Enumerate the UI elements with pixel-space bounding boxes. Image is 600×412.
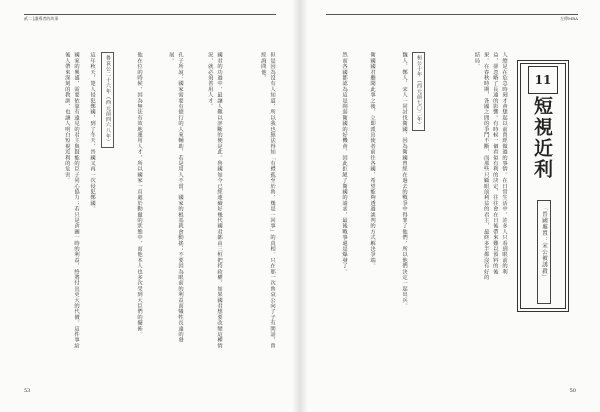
- left-paragraph-2: 國君的功過中，最讓人難以評斷的便是此。魯國如今已經連續好幾代國君都由三桓把持政權，如果國君想要改變這種情況，就必須善用人才。: [206, 52, 222, 349]
- chapter-number: 11: [528, 66, 558, 94]
- left-paragraph-5: 這年秋天，楚人侵犯鄭國，到了冬天，晉國又再一次侵犯鄭國。: [89, 52, 95, 212]
- right-paragraph-1: 魏人、鄭人、宋人一同討伐衛國，因為衛國曾經在過去的戰爭中得罪了他們，所以他們決定一起出兵。: [401, 52, 407, 309]
- right-running-header: [326, 14, 578, 22]
- chapter-quote: 「晉國處置：宋公被誘殺」: [541, 205, 547, 281]
- right-section-title: 桓公十年（西元前七〇二年）: [412, 52, 425, 131]
- left-header-text: 貳二│讓導者的故事: [24, 16, 59, 21]
- left-running-header: [24, 14, 276, 22]
- right-intro-paragraph: 人總是在危急時刻才會想起以前曾經做過的事情。在日常生活中，許多人只看到眼前的利益，卻忽略了長遠的影響。有時候一個看似有利的決定，往往會在日後帶來難以預料的後果。在春秋時期，各國之間的爭鬥不斷，而那些只顧眼前利益的君主，最終多半都沒有好的結局。: [473, 52, 507, 280]
- left-paragraph-1: 但是因為沒有人知道，所以我也無法得知「有禮孤至於魯，幾是一回事」的真相。只在那一次魯哀公向了子有問話，曾經詢問他。: [259, 52, 275, 349]
- chapter-quote-box: [537, 200, 551, 304]
- left-section-title: 魯哀公二十六年（西元前四六八年）: [101, 52, 114, 148]
- chapter-title: 短視近利: [531, 96, 553, 180]
- left-closing-paragraph: 國家的興盛，需要依靠有遠見的君主與賢能的臣子同心協力；若只是貪圖一時的利益，終將付出更大的代價。這件事給後人帶來深刻的教訓，也讓人明白短視近利的危害。: [63, 52, 79, 349]
- book-gutter-shadow: [292, 0, 308, 412]
- left-paragraph-4: 他在位的時候，因為無法有效地運用人才，所以國家一直處於動盪的狀態中，而他本人也多次受到大臣們的擺佈。: [136, 52, 142, 337]
- right-paragraph-2: 衛國國君聽聞此事之後，立即派出使者前往各國，希望能夠透過談判的方式解決爭端。: [369, 52, 375, 269]
- right-paragraph-3: 然而各國都認為這是削弱衛國的好機會，因此拒絕了衛國的請求，最後戰事還是爆發了。: [341, 52, 347, 275]
- right-page-number: 50: [569, 388, 576, 394]
- right-header-text: 左傳MBA: [560, 16, 578, 21]
- left-page-number: 53: [24, 388, 31, 394]
- left-paragraph-3: 孔子所說：國家需要有德行的人來輔助，若是用人不當，國家的根基就會動搖；不要因為眼前的利益而犧牲長遠的發展。: [167, 52, 183, 343]
- right-page: [300, 0, 600, 412]
